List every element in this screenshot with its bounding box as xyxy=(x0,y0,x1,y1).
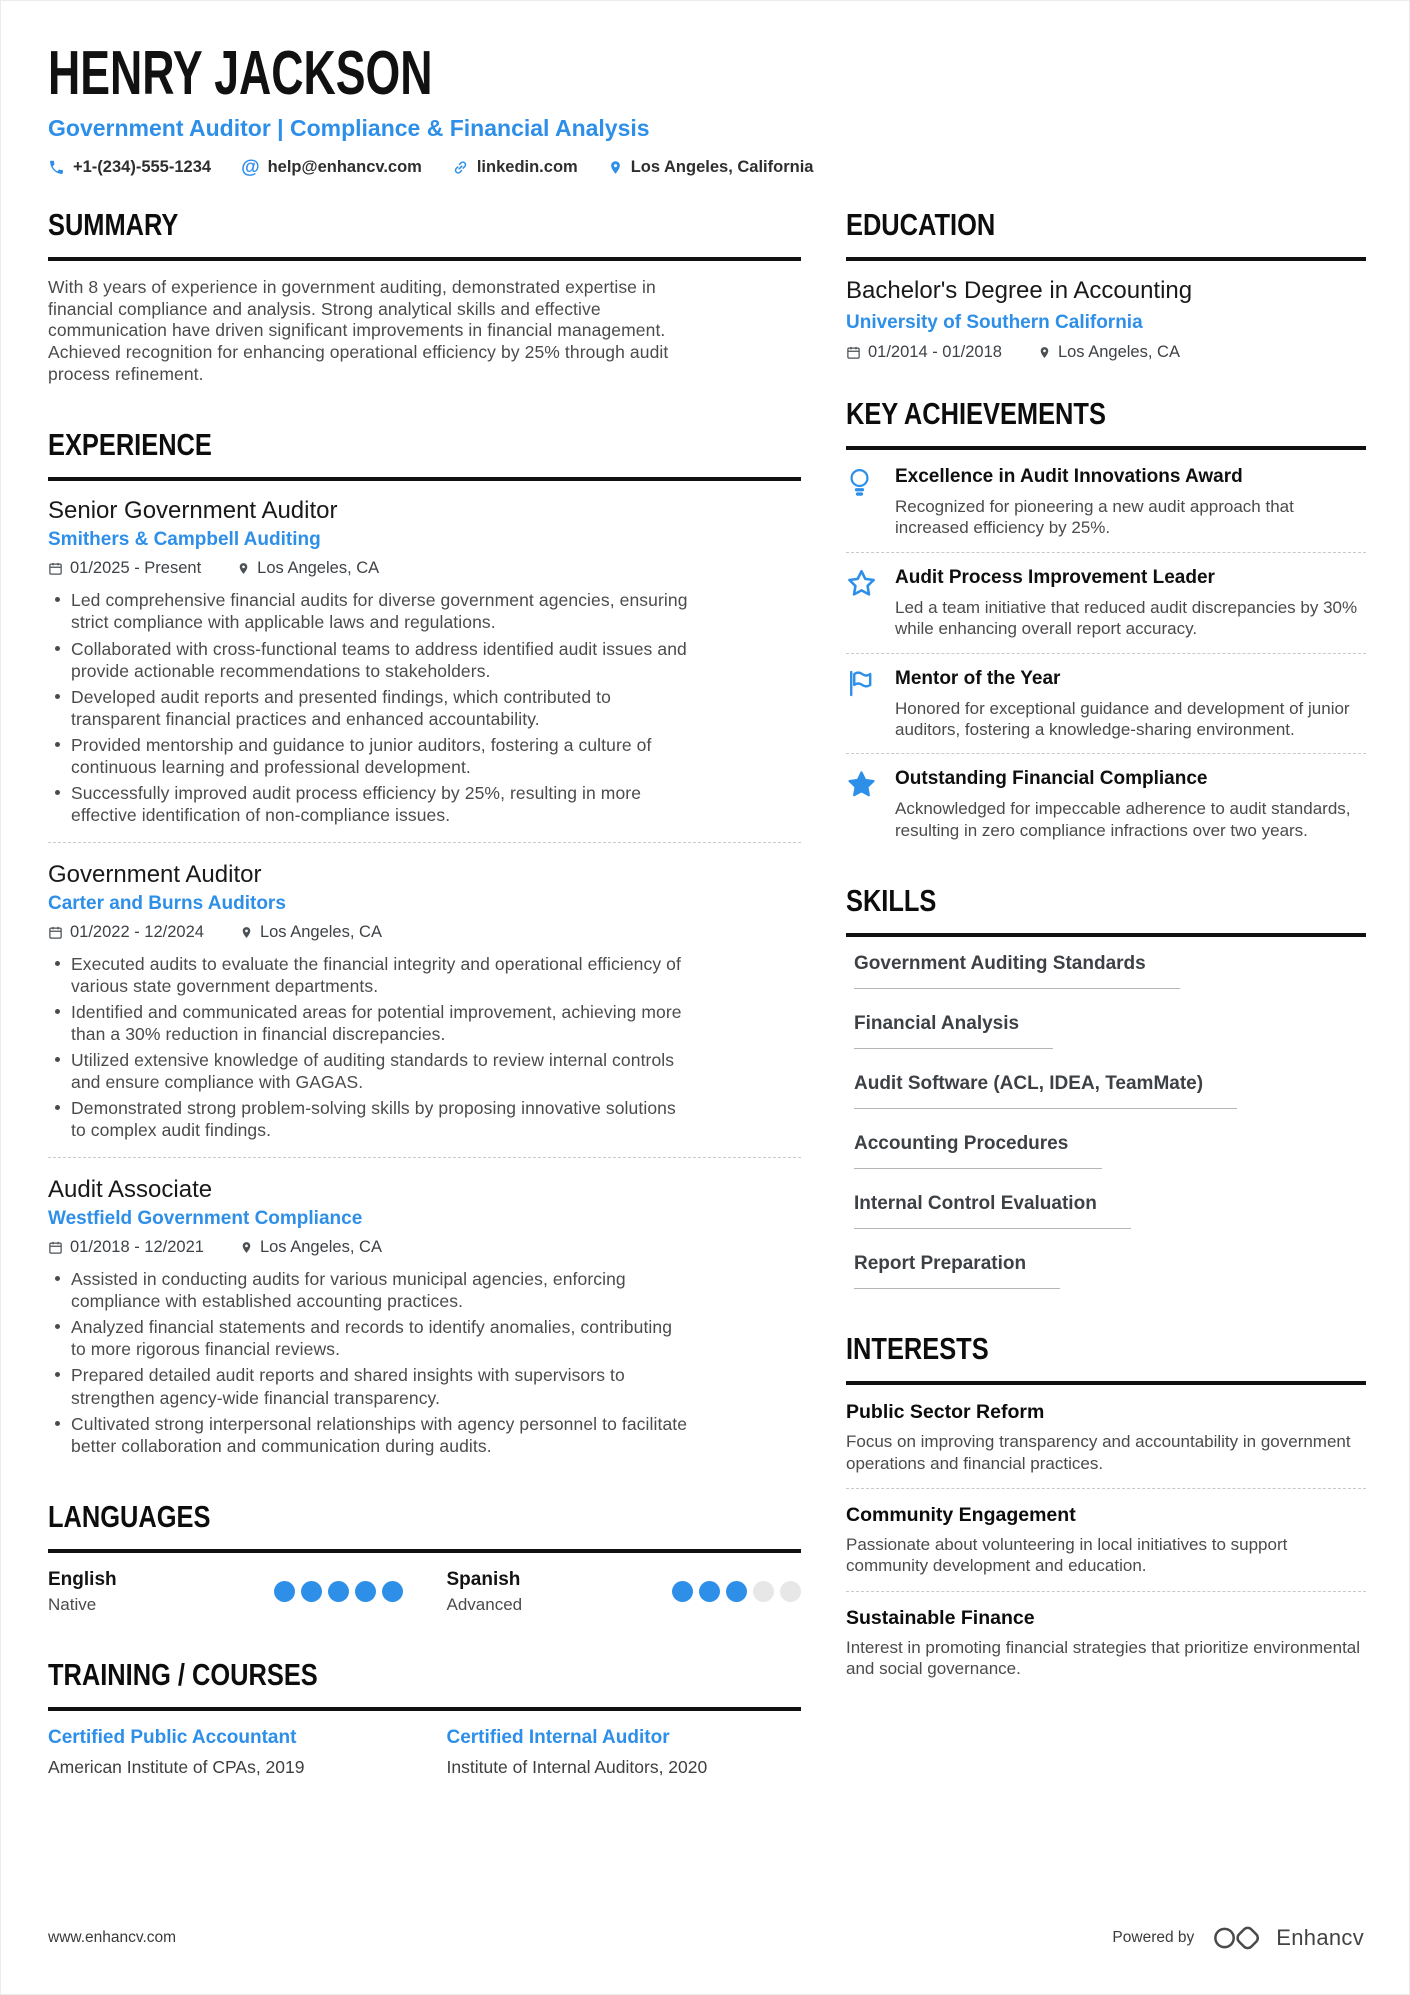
achievement-text: Acknowledged for impeccable adherence to audit standards, resulting in zero compliance infractions over two years. xyxy=(895,799,1351,840)
page-footer xyxy=(48,1924,1364,1952)
job-location xyxy=(240,1238,382,1257)
achievement-item xyxy=(846,567,1366,640)
enhancv-brand-name: Enhancv xyxy=(1276,1925,1364,1950)
location-text: Los Angeles, California xyxy=(630,158,814,176)
skill-label: Internal Control Evaluation xyxy=(854,1193,1131,1229)
courses-row xyxy=(48,1727,801,1778)
interest-text: Interest in promoting financial strategies that prioritize environmental and social governance. xyxy=(846,1637,1361,1679)
languages-row xyxy=(48,1569,801,1615)
interest-text: Focus on improving transparency and accountability in government operations and financial practices. xyxy=(846,1432,1351,1473)
achievement-item xyxy=(846,768,1366,841)
job-dates xyxy=(48,923,204,942)
education-meta-row xyxy=(846,343,1366,362)
summary-text: With 8 years of experience in government auditing, demonstrated expertise in financial compliance and analysis. Strong analytical skills and effective communication have driven significant improvements in financial management. Achieved recognition for enhancing operational efficiency by 25% through audit process refinement. xyxy=(48,277,669,384)
location-contact xyxy=(608,158,814,177)
experience-entry xyxy=(48,1176,801,1456)
bullet-item: Demonstrated strong problem-solving skills by proposing innovative solutions to complex audit findings. xyxy=(48,1097,688,1141)
skill-label: Audit Software (ACL, IDEA, TeamMate) xyxy=(854,1073,1237,1109)
interest-title: Public Sector Reform xyxy=(846,1401,1045,1424)
achievement-text: Recognized for pioneering a new audit approach that increased efficiency by 25%. xyxy=(895,497,1294,538)
skill-label: Report Preparation xyxy=(854,1253,1060,1289)
lightbulb-icon xyxy=(846,466,878,539)
job-meta-row xyxy=(48,923,801,942)
job-bullets xyxy=(48,1268,688,1456)
resume-header xyxy=(48,39,1364,178)
achievement-separator xyxy=(846,653,1366,654)
left-column xyxy=(48,207,801,1820)
education-dates-text: 01/2014 - 01/2018 xyxy=(868,343,1002,361)
job-location-text: Los Angeles, CA xyxy=(259,1238,382,1257)
skills-section xyxy=(846,883,1366,1289)
language-name: English xyxy=(48,1568,117,1590)
star-outline-icon xyxy=(846,567,878,640)
contact-row xyxy=(48,158,1364,177)
languages-heading: LANGUAGES xyxy=(48,1498,211,1534)
achievement-separator xyxy=(846,552,1366,553)
education-section xyxy=(846,207,1366,362)
job-dates-text: 01/2025 - Present xyxy=(70,559,202,578)
bullet-item: Assisted in conducting audits for various municipal agencies, enforcing compliance with established accounting practices. xyxy=(48,1268,688,1312)
job-location xyxy=(237,559,379,578)
location-icon xyxy=(1038,345,1051,360)
achievement-title: Audit Process Improvement Leader xyxy=(895,566,1215,588)
skill-item xyxy=(854,1013,1366,1049)
education-school: University of Southern California xyxy=(846,312,1143,333)
location-icon xyxy=(608,159,623,176)
job-location xyxy=(240,923,382,942)
language-item xyxy=(447,1569,802,1615)
linkedin-text: linkedin.com xyxy=(476,158,578,176)
proficiency-dot-empty xyxy=(753,1581,774,1602)
bullet-item: Collaborated with cross-functional teams to address identified audit issues and provide actionable recommendations to stakeholders. xyxy=(48,638,688,682)
achievements-section xyxy=(846,396,1366,841)
link-icon xyxy=(452,159,469,176)
email-contact[interactable] xyxy=(241,158,422,177)
interest-separator xyxy=(846,1591,1366,1592)
proficiency-dot-filled xyxy=(301,1581,322,1602)
job-separator xyxy=(48,1157,801,1158)
job-separator xyxy=(48,842,801,843)
course-title: Certified Internal Auditor xyxy=(446,1726,670,1748)
right-column xyxy=(846,207,1366,1820)
language-item xyxy=(48,1569,403,1615)
achievement-text: Honored for exceptional guidance and development of junior auditors, fostering a knowledge-sharing environment. xyxy=(895,698,1350,740)
proficiency-dot-filled xyxy=(672,1581,693,1602)
job-dates xyxy=(48,559,201,578)
skill-item xyxy=(854,1133,1366,1169)
proficiency-dot-filled xyxy=(328,1581,349,1602)
enhancv-logo[interactable] xyxy=(1212,1924,1364,1952)
education-dates xyxy=(846,343,1002,362)
achievements-heading: KEY ACHIEVEMENTS xyxy=(846,396,1106,431)
job-title: Senior Government Auditor xyxy=(48,497,338,525)
interests-section xyxy=(846,1331,1366,1679)
job-title: Government Auditor xyxy=(48,860,262,888)
bullet-item: Provided mentorship and guidance to junior auditors, fostering a culture of continuous learning and professional development. xyxy=(48,734,688,778)
calendar-icon xyxy=(48,561,63,576)
achievement-text: Led a team initiative that reduced audit discrepancies by 30% while enhancing overall report accuracy. xyxy=(895,597,1358,639)
bullet-item: Led comprehensive financial audits for diverse government agencies, ensuring strict compliance with applicable laws and regulations. xyxy=(48,589,688,633)
proficiency-dot-filled xyxy=(699,1581,720,1602)
skills-heading: SKILLS xyxy=(846,883,937,919)
job-meta-row xyxy=(48,1238,801,1257)
training-heading: TRAINING / COURSES xyxy=(48,1656,318,1692)
job-location-text: Los Angeles, CA xyxy=(257,559,380,578)
job-company: Smithers & Campbell Auditing xyxy=(48,529,321,551)
location-icon xyxy=(240,925,253,940)
linkedin-contact[interactable] xyxy=(452,158,578,177)
job-company: Westfield Government Compliance xyxy=(48,1208,363,1230)
course-item xyxy=(48,1727,403,1778)
summary-section xyxy=(48,207,801,385)
achievement-separator xyxy=(846,753,1366,754)
job-dates-text: 01/2022 - 12/2024 xyxy=(70,922,204,941)
bullet-item: Developed audit reports and presented findings, which contributed to transparent financial practices and enhanced accountability. xyxy=(48,686,688,730)
education-location xyxy=(1038,343,1180,362)
candidate-name: HENRY JACKSON xyxy=(48,39,433,108)
job-meta-row xyxy=(48,559,801,578)
job-dates-text: 01/2018 - 12/2021 xyxy=(70,1238,204,1257)
experience-section xyxy=(48,427,801,1456)
bullet-item: Utilized extensive knowledge of auditing standards to review internal controls and ensure compliance with GAGAS. xyxy=(48,1049,688,1093)
job-bullets xyxy=(48,953,688,1141)
education-location-text: Los Angeles, CA xyxy=(1057,343,1180,361)
experience-heading: EXPERIENCE xyxy=(48,427,212,463)
summary-heading: SUMMARY xyxy=(48,207,179,242)
job-company: Carter and Burns Auditors xyxy=(48,892,286,914)
language-proficiency-dots xyxy=(274,1581,403,1602)
enhancv-site-link[interactable]: www.enhancv.com xyxy=(48,1929,177,1946)
language-proficiency-dots xyxy=(672,1581,801,1602)
enhancv-logo-icon xyxy=(1212,1924,1266,1952)
course-org: American Institute of CPAs, 2019 xyxy=(48,1756,305,1777)
interests-heading: INTERESTS xyxy=(846,1331,989,1367)
skill-label: Accounting Procedures xyxy=(854,1133,1102,1169)
achievement-item xyxy=(846,668,1366,741)
interest-item xyxy=(846,1401,1366,1474)
powered-by xyxy=(1112,1924,1364,1952)
job-location-text: Los Angeles, CA xyxy=(259,922,382,941)
training-section xyxy=(48,1657,801,1778)
language-name: Spanish xyxy=(446,1568,521,1590)
interest-item xyxy=(846,1607,1366,1680)
proficiency-dot-filled xyxy=(726,1581,747,1602)
language-level: Advanced xyxy=(446,1594,523,1614)
skill-item xyxy=(854,1253,1366,1289)
calendar-icon xyxy=(846,345,861,360)
experience-entry xyxy=(48,497,801,825)
calendar-icon xyxy=(48,1240,63,1255)
proficiency-dot-filled xyxy=(355,1581,376,1602)
skill-item xyxy=(854,1073,1366,1109)
star-filled-icon xyxy=(846,768,878,841)
skill-item xyxy=(854,953,1366,989)
course-org: Institute of Internal Auditors, 2020 xyxy=(446,1756,708,1777)
bullet-item: Prepared detailed audit reports and shared insights with supervisors to strengthen agency-wide financial transparency. xyxy=(48,1364,688,1408)
bullet-item: Executed audits to evaluate the financial integrity and operational efficiency of various state government departments. xyxy=(48,953,688,997)
job-title: Audit Associate xyxy=(48,1176,213,1204)
interest-text: Passionate about volunteering in local initiatives to support community development and education. xyxy=(846,1535,1288,1576)
achievement-title: Outstanding Financial Compliance xyxy=(895,768,1208,790)
location-icon xyxy=(240,1240,253,1255)
at-icon: @ xyxy=(241,157,260,178)
education-degree: Bachelor's Degree in Accounting xyxy=(846,277,1193,304)
phone-icon xyxy=(48,159,65,176)
experience-entry xyxy=(48,861,801,1141)
powered-by-text: Powered by xyxy=(1112,1929,1195,1946)
phone-contact[interactable] xyxy=(48,158,211,177)
bullet-item: Cultivated strong interpersonal relationships with agency personnel to facilitate better collaboration and communication during audits. xyxy=(48,1413,688,1457)
skill-label: Financial Analysis xyxy=(854,1013,1053,1049)
bullet-item: Analyzed financial statements and records to identify anomalies, contributing to more rigorous financial reviews. xyxy=(48,1316,688,1360)
flag-icon xyxy=(846,668,878,741)
job-bullets xyxy=(48,589,688,825)
job-dates xyxy=(48,1238,204,1257)
achievement-title: Mentor of the Year xyxy=(895,667,1061,689)
course-title: Certified Public Accountant xyxy=(48,1726,297,1748)
achievement-item xyxy=(846,466,1366,539)
candidate-headline: Government Auditor | Compliance & Financial Analysis xyxy=(48,115,650,141)
bullet-item: Identified and communicated areas for potential improvement, achieving more than a 30% reduction in financial discrepancies. xyxy=(48,1001,688,1045)
phone-text: +1-(234)-555-1234 xyxy=(73,158,212,176)
education-heading: EDUCATION xyxy=(846,207,996,242)
location-icon xyxy=(237,561,250,576)
proficiency-dot-filled xyxy=(382,1581,403,1602)
achievement-title: Excellence in Audit Innovations Award xyxy=(895,466,1243,487)
proficiency-dot-empty xyxy=(780,1581,801,1602)
interest-title: Community Engagement xyxy=(846,1504,1076,1527)
calendar-icon xyxy=(48,925,63,940)
interest-title: Sustainable Finance xyxy=(846,1606,1035,1629)
languages-section xyxy=(48,1499,801,1615)
interest-separator xyxy=(846,1488,1366,1489)
bullet-item: Successfully improved audit process efficiency by 25%, resulting in more effective identification of non-compliance issues. xyxy=(48,782,688,826)
skill-item xyxy=(854,1193,1366,1229)
proficiency-dot-filled xyxy=(274,1581,295,1602)
course-item xyxy=(447,1727,802,1778)
language-level: Native xyxy=(48,1594,97,1614)
skill-label: Government Auditing Standards xyxy=(854,953,1180,989)
interest-item xyxy=(846,1504,1366,1577)
email-text: help@enhancv.com xyxy=(267,158,422,176)
